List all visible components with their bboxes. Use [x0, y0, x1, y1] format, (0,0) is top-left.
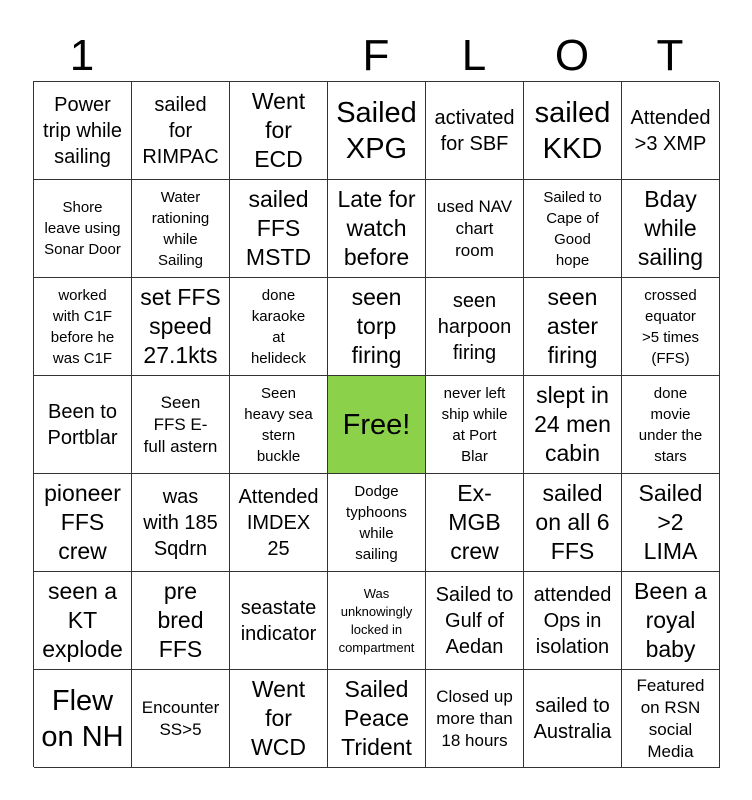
bingo-cell-text: seen a KT explode: [42, 578, 123, 662]
bingo-cell[interactable]: [622, 278, 720, 376]
bingo-cell[interactable]: [622, 180, 720, 278]
free-space-label: Free!: [342, 408, 411, 441]
bingo-cell-text: was with 185 Sqdrn: [143, 485, 218, 560]
bingo-cell[interactable]: [34, 376, 132, 474]
bingo-cell[interactable]: [34, 670, 132, 768]
bingo-cell-text: done karaoke at helideck: [250, 286, 307, 367]
bingo-cell[interactable]: [132, 82, 230, 180]
bingo-cell-text: set FFS speed 27.1kts: [140, 284, 221, 368]
bingo-cell-text: Attended IMDEX 25: [238, 485, 319, 560]
bingo-cell-text: Sailed >2 LIMA: [638, 480, 703, 564]
header-letter-3: [229, 30, 327, 82]
bingo-cell-text: used NAV chart room: [436, 196, 513, 260]
bingo-cell[interactable]: [622, 572, 720, 670]
bingo-cell-text: Water rationing while Sailing: [151, 188, 210, 269]
bingo-cell-text: Sailed XPG: [336, 96, 417, 165]
bingo-cell[interactable]: [426, 180, 524, 278]
bingo-cell[interactable]: [230, 180, 328, 278]
bingo-cell[interactable]: [132, 180, 230, 278]
bingo-cell[interactable]: [132, 376, 230, 474]
bingo-cell[interactable]: [34, 180, 132, 278]
bingo-cell-text: Encounter SS>5: [141, 697, 220, 739]
bingo-cell[interactable]: [524, 180, 622, 278]
bingo-cell[interactable]: [524, 670, 622, 768]
bingo-cell-text: seen torp firing: [351, 284, 402, 368]
bingo-cell-text: never left ship while at Port Blar: [441, 384, 508, 465]
bingo-cell[interactable]: [524, 376, 622, 474]
bingo-cell[interactable]: [328, 474, 426, 572]
bingo-cell-text: seen aster firing: [546, 284, 599, 368]
bingo-cell-text: Late for watch before: [337, 186, 416, 270]
bingo-cell-text: Went for ECD: [251, 88, 306, 172]
bingo-cell-text: Shore leave using Sonar Door: [44, 199, 121, 258]
bingo-cell-text: done movie under the stars: [638, 384, 703, 465]
bingo-cell[interactable]: [328, 82, 426, 180]
bingo-cell[interactable]: [132, 670, 230, 768]
bingo-cell[interactable]: [622, 670, 720, 768]
bingo-cell-text: sailed on all 6 FFS: [535, 480, 610, 564]
bingo-cell[interactable]: [230, 572, 328, 670]
bingo-cell-text: seastate indicator: [240, 596, 317, 645]
bingo-cell-text: Seen heavy sea stern buckle: [244, 384, 313, 465]
bingo-cell-text: pioneer FFS crew: [44, 480, 121, 564]
bingo-cell[interactable]: [34, 474, 132, 572]
bingo-cell[interactable]: [34, 278, 132, 376]
bingo-cell-text: Dodge typhoons while sailing: [346, 482, 407, 563]
bingo-cell-text: Sailed Peace Trident: [341, 676, 412, 760]
bingo-cell[interactable]: [328, 670, 426, 768]
bingo-cell[interactable]: [230, 474, 328, 572]
bingo-cell-text: pre bred FFS: [157, 578, 204, 662]
bingo-cell[interactable]: [524, 82, 622, 180]
bingo-cell[interactable]: [426, 278, 524, 376]
bingo-cell-text: worked with C1F before he was C1F: [50, 286, 115, 367]
bingo-cell[interactable]: [426, 376, 524, 474]
bingo-cell[interactable]: [230, 670, 328, 768]
bingo-cell-text: Power trip while sailing: [43, 93, 122, 168]
bingo-cell[interactable]: [230, 82, 328, 180]
bingo-cell-text: Ex- MGB crew: [448, 480, 501, 564]
bingo-cell-text: Attended >3 XMP: [630, 106, 711, 155]
bingo-cell-text: Bday while sailing: [637, 186, 704, 270]
free-space-cell[interactable]: [328, 376, 426, 474]
bingo-cell[interactable]: [132, 474, 230, 572]
bingo-cell-text: Been to Portblar: [47, 400, 118, 449]
bingo-cell-text: Sailed to Gulf of Aedan: [435, 583, 514, 658]
bingo-cell[interactable]: [426, 474, 524, 572]
bingo-cell[interactable]: [132, 278, 230, 376]
bingo-cell-text: Flew on NH: [41, 684, 124, 753]
bingo-cell-text: slept in 24 men cabin: [534, 382, 611, 466]
bingo-cell-text: Seen FFS E- full astern: [143, 392, 218, 456]
bingo-cell[interactable]: [328, 180, 426, 278]
bingo-cell[interactable]: [34, 82, 132, 180]
header-letter-7: T: [656, 31, 684, 80]
bingo-cell-text: Was unknowingly locked in compartment: [338, 585, 415, 655]
bingo-cell[interactable]: [230, 376, 328, 474]
bingo-cell-text: attended Ops in isolation: [533, 583, 612, 658]
bingo-cell-text: Featured on RSN social Media: [636, 675, 705, 761]
bingo-cell[interactable]: [426, 572, 524, 670]
bingo-cell[interactable]: [426, 82, 524, 180]
bingo-cell[interactable]: [230, 278, 328, 376]
bingo-cell[interactable]: [426, 670, 524, 768]
bingo-cell-text: sailed to Australia: [533, 694, 612, 743]
header-letter-5: L: [461, 31, 487, 80]
bingo-cell-text: crossed equator >5 times (FFS): [641, 286, 700, 367]
header-letter-4: F: [362, 31, 390, 80]
bingo-cell[interactable]: [328, 278, 426, 376]
bingo-cell-text: Been a royal baby: [634, 578, 707, 662]
bingo-cell[interactable]: [622, 474, 720, 572]
bingo-cell[interactable]: [524, 474, 622, 572]
header-letter-2: [131, 30, 229, 82]
bingo-cell[interactable]: [622, 376, 720, 474]
bingo-cell-text: seen harpoon firing: [437, 289, 512, 364]
bingo-cell-text: Closed up more than 18 hours: [436, 686, 513, 750]
bingo-cell[interactable]: [34, 572, 132, 670]
bingo-cell-text: sailed FFS MSTD: [245, 186, 312, 270]
bingo-cell[interactable]: [524, 278, 622, 376]
bingo-cell-text: activated for SBF: [434, 106, 515, 155]
bingo-cell-text: Went for WCD: [251, 676, 306, 760]
bingo-cell[interactable]: [622, 82, 720, 180]
header-letter-6: O: [554, 31, 590, 80]
bingo-cell[interactable]: [132, 572, 230, 670]
bingo-cell-text: Sailed to Cape of Good hope: [543, 188, 602, 269]
bingo-board: [33, 81, 719, 767]
bingo-cell-text: sailed for RIMPAC: [142, 93, 219, 168]
bingo-header: [33, 30, 719, 82]
bingo-cell[interactable]: [328, 572, 426, 670]
header-letter-1: 1: [69, 31, 95, 80]
bingo-cell[interactable]: [524, 572, 622, 670]
bingo-cell-text: sailed KKD: [534, 96, 611, 165]
